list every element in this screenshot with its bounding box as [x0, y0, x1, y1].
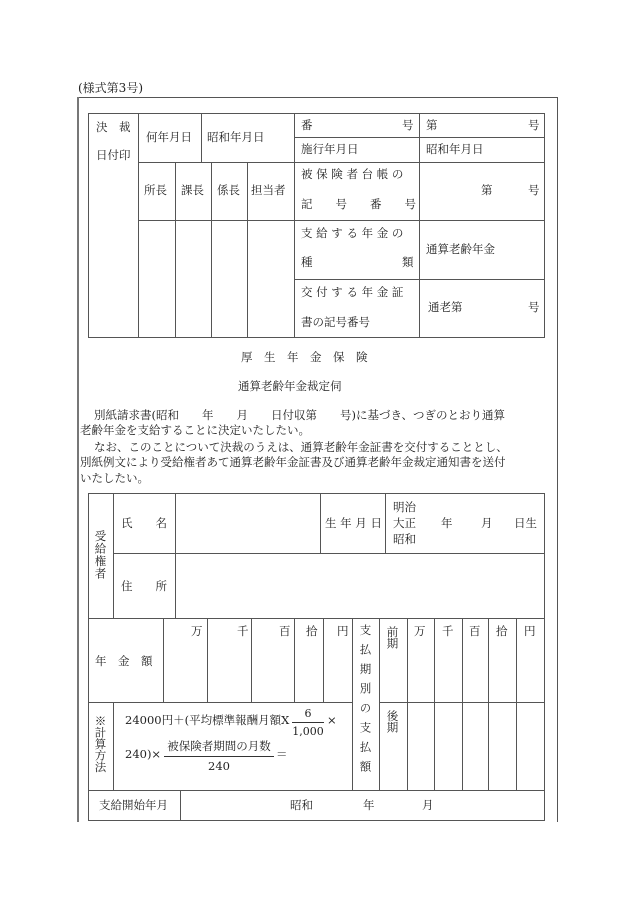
frame-top	[77, 97, 558, 98]
hizukein-label: 日付印	[96, 148, 131, 162]
shurui-label-2a: 種	[301, 255, 313, 269]
era-meiji: 明治	[393, 500, 416, 514]
birth-nen: 年	[441, 516, 453, 530]
shiharai-label: 支払期別の支払額	[358, 624, 373, 780]
zenki-unit-en: 円	[524, 624, 536, 638]
birth-tsuki: 月	[481, 516, 493, 530]
shiko-label: 施行年月日	[301, 142, 359, 156]
title-saitei: 通算老齢年金裁定伺	[238, 379, 342, 393]
nanneng-label: 何年月日	[146, 130, 192, 144]
showa-date-label: 昭和年月日	[207, 130, 265, 144]
fraction-rate-numerator: 6	[304, 707, 312, 720]
zenki-label: 前期	[385, 626, 400, 649]
go-label-2: 号	[528, 118, 540, 132]
go-label: 号	[402, 118, 414, 132]
unit-hyaku: 百	[279, 624, 291, 638]
fraction-months-denominator: 240	[208, 759, 230, 773]
unit-sen: 千	[237, 624, 249, 638]
para2-line1: なお、このことについて決裁のうえは、通算老齢年金証書を交付することとし、	[94, 440, 508, 454]
shimei-label: 氏 名	[121, 516, 167, 530]
shosho-go: 号	[528, 300, 540, 314]
zenki-unit-hyaku: 百	[469, 624, 481, 638]
fraction-rate	[292, 707, 324, 738]
daicho-go: 号	[528, 183, 540, 197]
kaishi-tsuki: 月	[422, 798, 434, 812]
dai-label: 第	[426, 118, 438, 132]
birth-nichisei: 日生	[514, 516, 537, 530]
formula-line1: 24000円＋(平均標準報酬月額X	[125, 713, 290, 727]
para2-line3: いたしたい。	[80, 471, 149, 485]
frame-left	[77, 97, 79, 822]
shosho-label-2: 書の記号番号	[301, 315, 370, 329]
formula-line2: 240)×	[125, 747, 162, 761]
kessai-label: 決 裁	[96, 120, 131, 134]
para2-line2: 別紙例文により受給権者あて通算老齢年金証書及び通算老齢年金裁定通知書を送付	[80, 455, 506, 469]
shurui-label-1: 支 給 す る 年 金 の	[301, 226, 404, 240]
nenkingaku-label: 年 金 額	[95, 654, 153, 668]
equals-sign: ＝	[276, 747, 288, 761]
staff-kacho: 課長	[181, 183, 204, 197]
shurui-value: 通算老齢年金	[426, 242, 495, 256]
kaishi-nen: 年	[363, 798, 375, 812]
jukyu-label: 受給権者	[93, 530, 108, 580]
seinen-label: 生 年 月 日	[325, 516, 382, 530]
fraction-months-numerator: 被保険者期間の月数	[167, 739, 271, 753]
staff-tanto: 担当者	[251, 183, 286, 197]
daicho-dai: 第	[481, 183, 493, 197]
daicho-label-1: 被 保 険 者 台 帳 の	[301, 167, 404, 181]
zenki-unit-sen: 千	[442, 624, 454, 638]
para1-line1: 別紙請求書(昭和 年 月 日付収第 号)に基づき、つぎのとおり通算	[94, 408, 506, 422]
jusho-label: 住 所	[121, 579, 167, 593]
daicho-label-2: 記 号 番 号	[301, 197, 416, 211]
zenki-unit-man: 万	[414, 624, 426, 638]
zenki-unit-ju: 拾	[496, 624, 508, 638]
keisan-label: ※計算方法	[93, 715, 108, 773]
ban-label: 番	[301, 118, 313, 132]
staff-shocho: 所長	[144, 183, 167, 197]
para1-line2: 老齢年金を支給することに決定いたしたい。	[80, 423, 310, 437]
unit-ju: 拾	[306, 624, 318, 638]
shosho-label-1: 交 付 す る 年 金 証	[301, 285, 404, 299]
koki-label: 後期	[385, 710, 400, 733]
era-showa: 昭和	[393, 532, 416, 546]
unit-man: 万	[191, 624, 203, 638]
shiko-value: 昭和年月日	[426, 142, 484, 156]
shosho-dai: 通老第	[428, 300, 463, 314]
fraction-months	[164, 738, 274, 773]
kaishi-label: 支給開始年月	[99, 798, 168, 812]
shurui-label-2b: 類	[402, 255, 414, 269]
era-taisho: 大正	[393, 516, 416, 530]
times-sign: ×	[327, 713, 337, 727]
frame-right	[557, 97, 558, 822]
unit-en: 円	[337, 624, 349, 638]
form-number: (様式第3号)	[78, 81, 143, 95]
kaishi-showa: 昭和	[290, 798, 313, 812]
title-kosei: 厚 生 年 金 保 険	[241, 350, 368, 364]
staff-kakaricho: 係長	[217, 183, 240, 197]
fraction-rate-denominator: 1,000	[292, 725, 324, 738]
